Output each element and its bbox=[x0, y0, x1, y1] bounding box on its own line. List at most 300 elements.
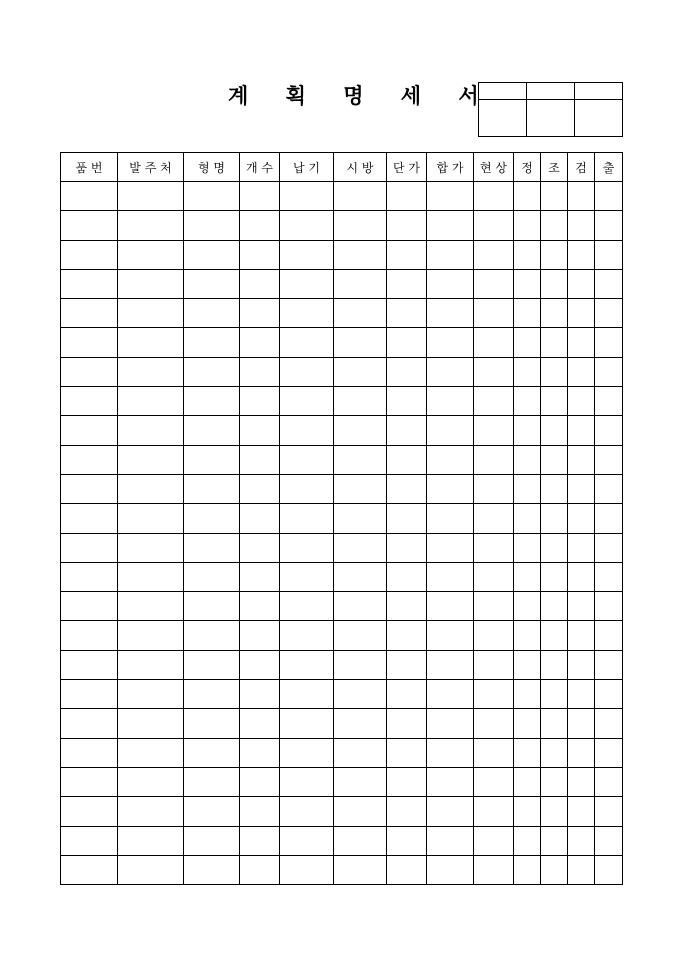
table-cell[interactable] bbox=[514, 211, 541, 240]
table-cell[interactable] bbox=[118, 445, 184, 474]
table-cell[interactable] bbox=[514, 240, 541, 269]
table-cell[interactable] bbox=[184, 445, 240, 474]
table-cell[interactable] bbox=[184, 328, 240, 357]
table-cell[interactable] bbox=[240, 474, 280, 503]
table-cell[interactable] bbox=[514, 182, 541, 211]
table-cell[interactable] bbox=[61, 797, 118, 826]
table-cell[interactable] bbox=[595, 474, 623, 503]
table-cell[interactable] bbox=[514, 562, 541, 591]
table-cell[interactable] bbox=[334, 416, 387, 445]
table-cell[interactable] bbox=[280, 416, 334, 445]
table-cell[interactable] bbox=[595, 328, 623, 357]
table-cell[interactable] bbox=[514, 299, 541, 328]
table-cell[interactable] bbox=[240, 299, 280, 328]
table-cell[interactable] bbox=[334, 826, 387, 855]
table-cell[interactable] bbox=[387, 797, 427, 826]
table-cell[interactable] bbox=[184, 855, 240, 884]
table-cell[interactable] bbox=[595, 738, 623, 767]
table-cell[interactable] bbox=[474, 709, 514, 738]
table-cell[interactable] bbox=[514, 328, 541, 357]
table-cell[interactable] bbox=[61, 211, 118, 240]
table-cell[interactable] bbox=[61, 709, 118, 738]
table-cell[interactable] bbox=[568, 650, 595, 679]
table-cell[interactable] bbox=[280, 826, 334, 855]
table-cell[interactable] bbox=[595, 855, 623, 884]
table-cell[interactable] bbox=[427, 738, 474, 767]
table-cell[interactable] bbox=[280, 445, 334, 474]
table-cell[interactable] bbox=[541, 240, 568, 269]
table-cell[interactable] bbox=[568, 387, 595, 416]
table-cell[interactable] bbox=[240, 562, 280, 591]
table-cell[interactable] bbox=[595, 299, 623, 328]
table-cell[interactable] bbox=[474, 621, 514, 650]
table-cell[interactable] bbox=[184, 797, 240, 826]
table-cell[interactable] bbox=[118, 328, 184, 357]
table-cell[interactable] bbox=[118, 855, 184, 884]
table-cell[interactable] bbox=[474, 211, 514, 240]
table-cell[interactable] bbox=[118, 387, 184, 416]
table-cell[interactable] bbox=[334, 182, 387, 211]
table-cell[interactable] bbox=[568, 709, 595, 738]
table-cell[interactable] bbox=[280, 211, 334, 240]
table-cell[interactable] bbox=[474, 269, 514, 298]
table-cell[interactable] bbox=[427, 855, 474, 884]
table-cell[interactable] bbox=[541, 504, 568, 533]
table-cell[interactable] bbox=[184, 650, 240, 679]
table-cell[interactable] bbox=[595, 387, 623, 416]
table-cell[interactable] bbox=[61, 445, 118, 474]
table-cell[interactable] bbox=[541, 680, 568, 709]
table-cell[interactable] bbox=[427, 650, 474, 679]
table-cell[interactable] bbox=[387, 533, 427, 562]
table-cell[interactable] bbox=[118, 797, 184, 826]
table-cell[interactable] bbox=[427, 826, 474, 855]
table-cell[interactable] bbox=[568, 299, 595, 328]
table-cell[interactable] bbox=[514, 709, 541, 738]
table-cell[interactable] bbox=[474, 562, 514, 591]
table-cell[interactable] bbox=[334, 738, 387, 767]
table-cell[interactable] bbox=[387, 182, 427, 211]
table-cell[interactable] bbox=[118, 357, 184, 386]
table-cell[interactable] bbox=[568, 269, 595, 298]
table-cell[interactable] bbox=[280, 709, 334, 738]
table-cell[interactable] bbox=[118, 738, 184, 767]
table-cell[interactable] bbox=[474, 592, 514, 621]
table-cell[interactable] bbox=[118, 826, 184, 855]
table-cell[interactable] bbox=[514, 445, 541, 474]
table-cell[interactable] bbox=[184, 709, 240, 738]
table-cell[interactable] bbox=[427, 592, 474, 621]
table-cell[interactable] bbox=[387, 738, 427, 767]
table-cell[interactable] bbox=[61, 562, 118, 591]
table-cell[interactable] bbox=[118, 680, 184, 709]
table-cell[interactable] bbox=[280, 592, 334, 621]
table-cell[interactable] bbox=[387, 240, 427, 269]
table-cell[interactable] bbox=[514, 474, 541, 503]
table-cell[interactable] bbox=[280, 650, 334, 679]
table-cell[interactable] bbox=[595, 416, 623, 445]
table-cell[interactable] bbox=[118, 650, 184, 679]
table-cell[interactable] bbox=[280, 504, 334, 533]
table-cell[interactable] bbox=[514, 680, 541, 709]
table-cell[interactable] bbox=[61, 299, 118, 328]
table-cell[interactable] bbox=[280, 474, 334, 503]
table-cell[interactable] bbox=[280, 738, 334, 767]
table-cell[interactable] bbox=[240, 767, 280, 796]
table-cell[interactable] bbox=[240, 592, 280, 621]
table-cell[interactable] bbox=[184, 211, 240, 240]
table-cell[interactable] bbox=[568, 211, 595, 240]
table-cell[interactable] bbox=[240, 182, 280, 211]
table-cell[interactable] bbox=[240, 504, 280, 533]
table-cell[interactable] bbox=[61, 533, 118, 562]
table-cell[interactable] bbox=[474, 416, 514, 445]
table-cell[interactable] bbox=[541, 855, 568, 884]
table-cell[interactable] bbox=[427, 797, 474, 826]
table-cell[interactable] bbox=[334, 269, 387, 298]
table-cell[interactable] bbox=[541, 357, 568, 386]
table-cell[interactable] bbox=[184, 826, 240, 855]
table-cell[interactable] bbox=[541, 328, 568, 357]
table-cell[interactable] bbox=[568, 562, 595, 591]
table-cell[interactable] bbox=[61, 240, 118, 269]
table-cell[interactable] bbox=[514, 855, 541, 884]
table-cell[interactable] bbox=[240, 680, 280, 709]
table-cell[interactable] bbox=[334, 592, 387, 621]
table-cell[interactable] bbox=[541, 621, 568, 650]
table-cell[interactable] bbox=[61, 680, 118, 709]
table-cell[interactable] bbox=[541, 299, 568, 328]
table-cell[interactable] bbox=[595, 269, 623, 298]
table-cell[interactable] bbox=[334, 328, 387, 357]
table-cell[interactable] bbox=[474, 240, 514, 269]
table-cell[interactable] bbox=[541, 474, 568, 503]
table-cell[interactable] bbox=[118, 299, 184, 328]
table-cell[interactable] bbox=[568, 767, 595, 796]
table-cell[interactable] bbox=[118, 416, 184, 445]
table-cell[interactable] bbox=[427, 387, 474, 416]
table-cell[interactable] bbox=[474, 357, 514, 386]
table-cell[interactable] bbox=[387, 855, 427, 884]
table-cell[interactable] bbox=[595, 211, 623, 240]
table-cell[interactable] bbox=[118, 269, 184, 298]
table-cell[interactable] bbox=[514, 826, 541, 855]
table-cell[interactable] bbox=[240, 826, 280, 855]
table-cell[interactable] bbox=[541, 445, 568, 474]
table-cell[interactable] bbox=[568, 504, 595, 533]
table-cell[interactable] bbox=[334, 504, 387, 533]
table-cell[interactable] bbox=[427, 445, 474, 474]
table-cell[interactable] bbox=[240, 211, 280, 240]
table-cell[interactable] bbox=[541, 709, 568, 738]
table-cell[interactable] bbox=[595, 767, 623, 796]
table-cell[interactable] bbox=[541, 592, 568, 621]
table-cell[interactable] bbox=[61, 416, 118, 445]
table-cell[interactable] bbox=[474, 767, 514, 796]
table-cell[interactable] bbox=[541, 416, 568, 445]
table-cell[interactable] bbox=[514, 416, 541, 445]
table-cell[interactable] bbox=[61, 767, 118, 796]
table-cell[interactable] bbox=[184, 533, 240, 562]
table-cell[interactable] bbox=[514, 357, 541, 386]
table-cell[interactable] bbox=[334, 240, 387, 269]
table-cell[interactable] bbox=[568, 474, 595, 503]
table-cell[interactable] bbox=[118, 240, 184, 269]
table-cell[interactable] bbox=[184, 269, 240, 298]
table-cell[interactable] bbox=[541, 562, 568, 591]
table-cell[interactable] bbox=[61, 504, 118, 533]
table-cell[interactable] bbox=[474, 474, 514, 503]
table-cell[interactable] bbox=[474, 650, 514, 679]
table-cell[interactable] bbox=[595, 445, 623, 474]
table-cell[interactable] bbox=[387, 621, 427, 650]
table-cell[interactable] bbox=[61, 855, 118, 884]
table-cell[interactable] bbox=[541, 738, 568, 767]
table-cell[interactable] bbox=[61, 387, 118, 416]
table-cell[interactable] bbox=[514, 621, 541, 650]
table-cell[interactable] bbox=[568, 592, 595, 621]
table-cell[interactable] bbox=[427, 357, 474, 386]
table-cell[interactable] bbox=[514, 650, 541, 679]
table-cell[interactable] bbox=[334, 299, 387, 328]
table-cell[interactable] bbox=[118, 533, 184, 562]
table-cell[interactable] bbox=[568, 445, 595, 474]
table-cell[interactable] bbox=[474, 680, 514, 709]
table-cell[interactable] bbox=[240, 797, 280, 826]
table-cell[interactable] bbox=[334, 680, 387, 709]
table-cell[interactable] bbox=[474, 182, 514, 211]
table-cell[interactable] bbox=[595, 680, 623, 709]
table-cell[interactable] bbox=[427, 182, 474, 211]
table-cell[interactable] bbox=[387, 709, 427, 738]
table-cell[interactable] bbox=[568, 533, 595, 562]
table-cell[interactable] bbox=[334, 533, 387, 562]
table-cell[interactable] bbox=[568, 328, 595, 357]
table-cell[interactable] bbox=[184, 621, 240, 650]
approval-sign-cell[interactable] bbox=[575, 100, 623, 137]
table-cell[interactable] bbox=[184, 592, 240, 621]
table-cell[interactable] bbox=[568, 416, 595, 445]
table-cell[interactable] bbox=[118, 621, 184, 650]
table-cell[interactable] bbox=[184, 738, 240, 767]
table-cell[interactable] bbox=[541, 650, 568, 679]
table-cell[interactable] bbox=[427, 533, 474, 562]
table-cell[interactable] bbox=[514, 533, 541, 562]
table-cell[interactable] bbox=[514, 767, 541, 796]
table-cell[interactable] bbox=[427, 211, 474, 240]
table-cell[interactable] bbox=[568, 621, 595, 650]
table-cell[interactable] bbox=[568, 738, 595, 767]
table-cell[interactable] bbox=[61, 357, 118, 386]
table-cell[interactable] bbox=[240, 445, 280, 474]
approval-sign-cell[interactable] bbox=[527, 100, 575, 137]
table-cell[interactable] bbox=[184, 357, 240, 386]
table-cell[interactable] bbox=[541, 533, 568, 562]
table-cell[interactable] bbox=[541, 182, 568, 211]
table-cell[interactable] bbox=[280, 680, 334, 709]
table-cell[interactable] bbox=[184, 299, 240, 328]
table-cell[interactable] bbox=[387, 650, 427, 679]
table-cell[interactable] bbox=[474, 328, 514, 357]
table-cell[interactable] bbox=[595, 504, 623, 533]
table-cell[interactable] bbox=[280, 533, 334, 562]
table-cell[interactable] bbox=[541, 797, 568, 826]
table-cell[interactable] bbox=[387, 562, 427, 591]
table-cell[interactable] bbox=[334, 474, 387, 503]
table-cell[interactable] bbox=[184, 504, 240, 533]
table-cell[interactable] bbox=[118, 504, 184, 533]
table-cell[interactable] bbox=[427, 416, 474, 445]
table-cell[interactable] bbox=[280, 357, 334, 386]
table-cell[interactable] bbox=[427, 621, 474, 650]
table-cell[interactable] bbox=[61, 269, 118, 298]
table-cell[interactable] bbox=[280, 387, 334, 416]
table-cell[interactable] bbox=[387, 474, 427, 503]
table-cell[interactable] bbox=[514, 387, 541, 416]
table-cell[interactable] bbox=[387, 445, 427, 474]
table-cell[interactable] bbox=[184, 416, 240, 445]
table-cell[interactable] bbox=[61, 738, 118, 767]
table-cell[interactable] bbox=[595, 562, 623, 591]
table-cell[interactable] bbox=[474, 826, 514, 855]
table-cell[interactable] bbox=[514, 797, 541, 826]
table-cell[interactable] bbox=[280, 328, 334, 357]
table-cell[interactable] bbox=[184, 680, 240, 709]
table-cell[interactable] bbox=[240, 357, 280, 386]
table-cell[interactable] bbox=[240, 533, 280, 562]
table-cell[interactable] bbox=[595, 182, 623, 211]
table-cell[interactable] bbox=[280, 299, 334, 328]
table-cell[interactable] bbox=[427, 504, 474, 533]
table-cell[interactable] bbox=[334, 797, 387, 826]
table-cell[interactable] bbox=[595, 826, 623, 855]
table-cell[interactable] bbox=[184, 767, 240, 796]
table-cell[interactable] bbox=[427, 474, 474, 503]
table-cell[interactable] bbox=[387, 767, 427, 796]
table-cell[interactable] bbox=[427, 680, 474, 709]
table-cell[interactable] bbox=[541, 269, 568, 298]
table-cell[interactable] bbox=[427, 269, 474, 298]
table-cell[interactable] bbox=[118, 709, 184, 738]
table-cell[interactable] bbox=[61, 328, 118, 357]
table-cell[interactable] bbox=[118, 767, 184, 796]
table-cell[interactable] bbox=[61, 621, 118, 650]
table-cell[interactable] bbox=[595, 621, 623, 650]
table-cell[interactable] bbox=[240, 240, 280, 269]
table-cell[interactable] bbox=[280, 797, 334, 826]
table-cell[interactable] bbox=[514, 738, 541, 767]
table-cell[interactable] bbox=[474, 533, 514, 562]
table-cell[interactable] bbox=[280, 269, 334, 298]
table-cell[interactable] bbox=[427, 767, 474, 796]
table-cell[interactable] bbox=[595, 533, 623, 562]
table-cell[interactable] bbox=[240, 387, 280, 416]
table-cell[interactable] bbox=[474, 855, 514, 884]
table-cell[interactable] bbox=[387, 269, 427, 298]
table-cell[interactable] bbox=[387, 680, 427, 709]
table-cell[interactable] bbox=[184, 182, 240, 211]
table-cell[interactable] bbox=[387, 299, 427, 328]
table-cell[interactable] bbox=[240, 328, 280, 357]
table-cell[interactable] bbox=[184, 474, 240, 503]
table-cell[interactable] bbox=[568, 826, 595, 855]
table-cell[interactable] bbox=[427, 562, 474, 591]
table-cell[interactable] bbox=[184, 562, 240, 591]
table-cell[interactable] bbox=[280, 562, 334, 591]
table-cell[interactable] bbox=[334, 562, 387, 591]
table-cell[interactable] bbox=[387, 416, 427, 445]
table-cell[interactable] bbox=[240, 709, 280, 738]
table-cell[interactable] bbox=[427, 709, 474, 738]
table-cell[interactable] bbox=[427, 299, 474, 328]
table-cell[interactable] bbox=[541, 826, 568, 855]
table-cell[interactable] bbox=[280, 240, 334, 269]
table-cell[interactable] bbox=[427, 328, 474, 357]
table-cell[interactable] bbox=[541, 387, 568, 416]
table-cell[interactable] bbox=[334, 650, 387, 679]
table-cell[interactable] bbox=[474, 504, 514, 533]
table-cell[interactable] bbox=[387, 504, 427, 533]
table-cell[interactable] bbox=[61, 592, 118, 621]
table-cell[interactable] bbox=[568, 182, 595, 211]
table-cell[interactable] bbox=[595, 797, 623, 826]
table-cell[interactable] bbox=[595, 709, 623, 738]
table-cell[interactable] bbox=[568, 240, 595, 269]
table-cell[interactable] bbox=[541, 767, 568, 796]
table-cell[interactable] bbox=[595, 240, 623, 269]
table-cell[interactable] bbox=[595, 592, 623, 621]
table-cell[interactable] bbox=[541, 211, 568, 240]
table-cell[interactable] bbox=[595, 357, 623, 386]
table-cell[interactable] bbox=[118, 182, 184, 211]
table-cell[interactable] bbox=[514, 592, 541, 621]
table-cell[interactable] bbox=[514, 504, 541, 533]
table-cell[interactable] bbox=[61, 474, 118, 503]
table-cell[interactable] bbox=[240, 621, 280, 650]
table-cell[interactable] bbox=[334, 357, 387, 386]
table-cell[interactable] bbox=[387, 328, 427, 357]
table-cell[interactable] bbox=[240, 855, 280, 884]
table-cell[interactable] bbox=[474, 299, 514, 328]
table-cell[interactable] bbox=[61, 650, 118, 679]
table-cell[interactable] bbox=[280, 855, 334, 884]
table-cell[interactable] bbox=[387, 357, 427, 386]
table-cell[interactable] bbox=[334, 855, 387, 884]
table-cell[interactable] bbox=[61, 182, 118, 211]
table-cell[interactable] bbox=[334, 767, 387, 796]
table-cell[interactable] bbox=[240, 650, 280, 679]
table-cell[interactable] bbox=[568, 680, 595, 709]
table-cell[interactable] bbox=[474, 387, 514, 416]
table-cell[interactable] bbox=[61, 826, 118, 855]
table-cell[interactable] bbox=[240, 738, 280, 767]
table-cell[interactable] bbox=[184, 240, 240, 269]
table-cell[interactable] bbox=[387, 387, 427, 416]
table-cell[interactable] bbox=[474, 738, 514, 767]
table-cell[interactable] bbox=[334, 211, 387, 240]
table-cell[interactable] bbox=[595, 650, 623, 679]
table-cell[interactable] bbox=[514, 269, 541, 298]
table-cell[interactable] bbox=[240, 269, 280, 298]
table-cell[interactable] bbox=[427, 240, 474, 269]
table-cell[interactable] bbox=[474, 445, 514, 474]
table-cell[interactable] bbox=[568, 357, 595, 386]
table-cell[interactable] bbox=[387, 592, 427, 621]
table-cell[interactable] bbox=[240, 416, 280, 445]
table-cell[interactable] bbox=[118, 562, 184, 591]
table-cell[interactable] bbox=[280, 182, 334, 211]
table-cell[interactable] bbox=[280, 621, 334, 650]
